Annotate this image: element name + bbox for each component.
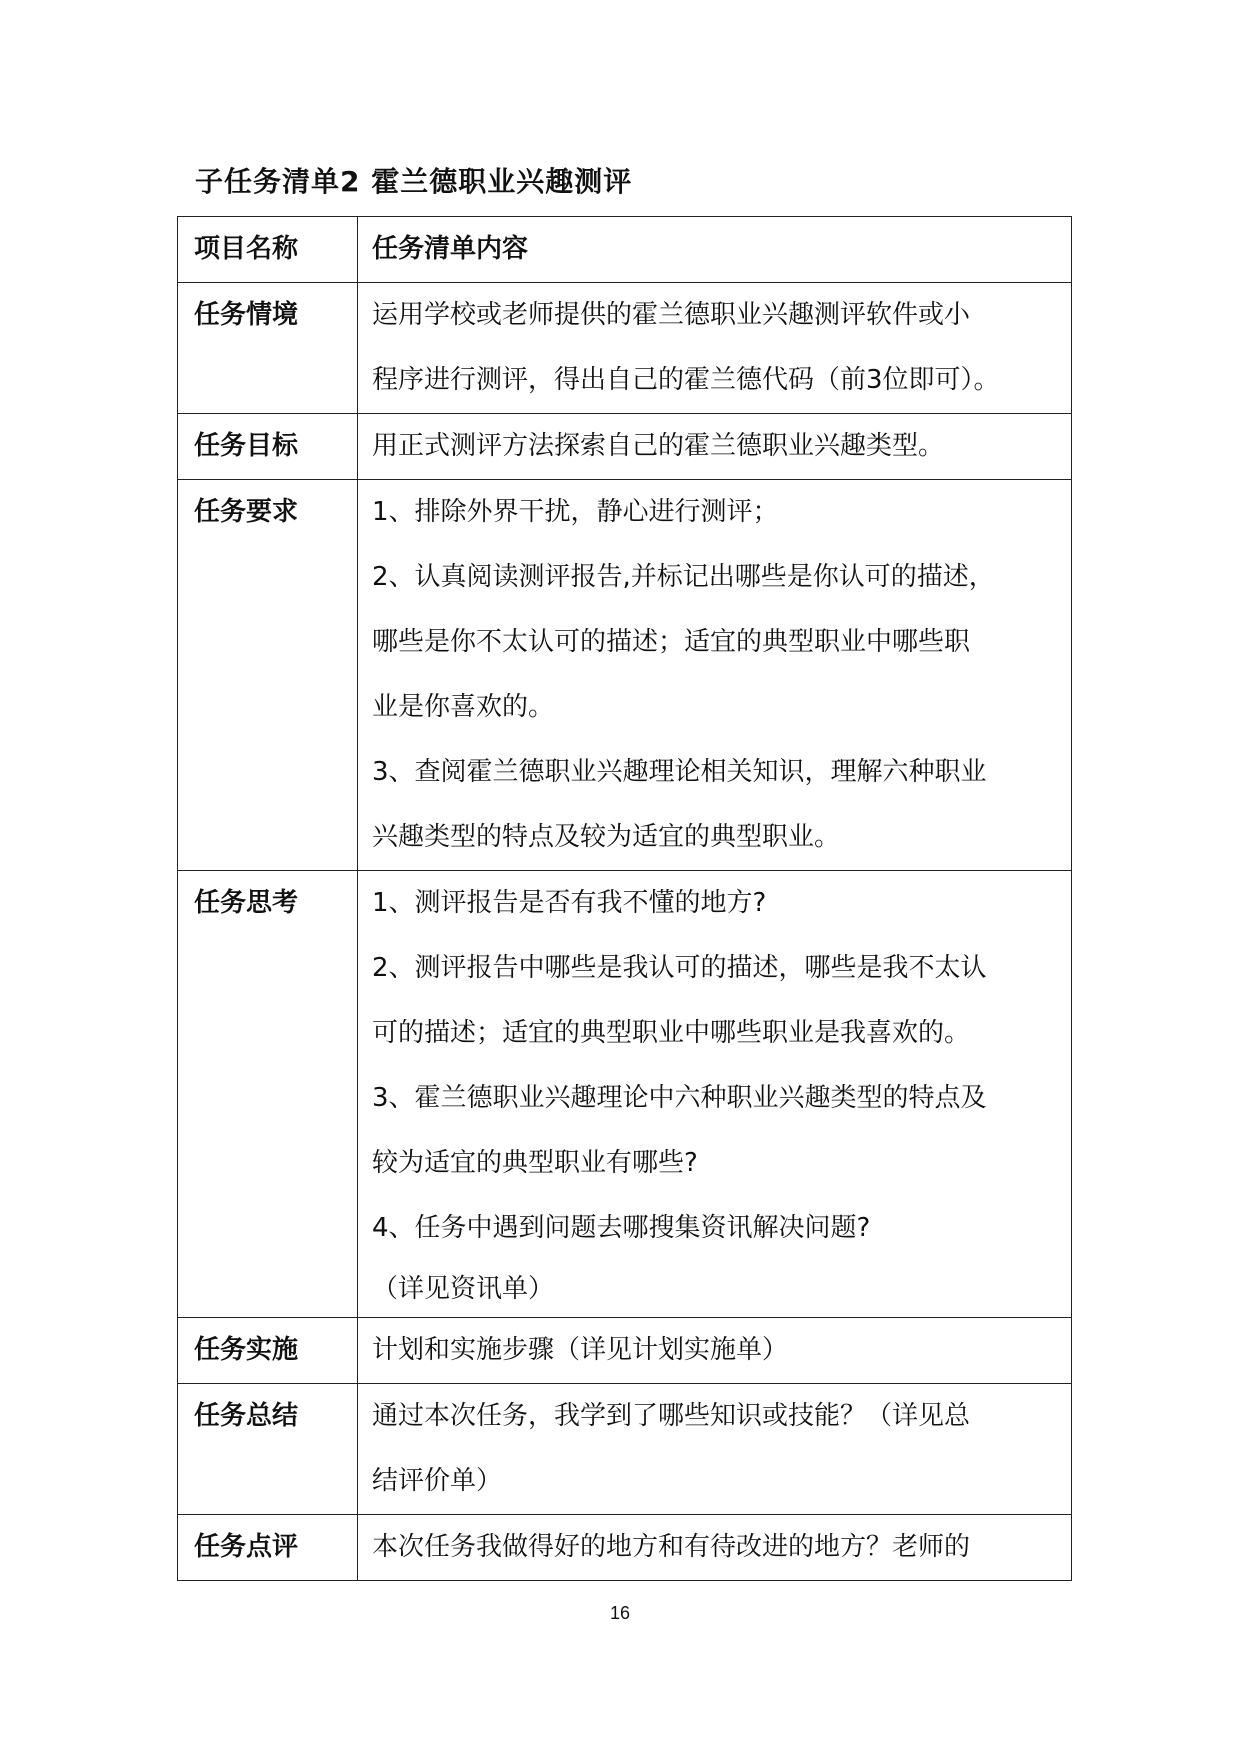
content-line: 运用学校或老师提供的霍兰德职业兴趣测评软件或小 [372, 300, 971, 330]
row-label-task-summary: 任务总结 [178, 1384, 358, 1515]
content-line: 哪些是你不太认可的描述；适宜的典型职业中哪些职 [372, 627, 971, 657]
page-title: 子任务清单2 霍兰德职业兴趣测评 [195, 165, 633, 198]
row-content-task-reflection [358, 871, 1072, 1318]
content-line: 1、排除外界干扰，静心进行测评； [372, 497, 779, 527]
row-label-task-implementation: 任务实施 [178, 1318, 358, 1384]
task-list-table [177, 216, 1072, 1581]
content-line: 较为适宜的典型职业有哪些? [372, 1148, 698, 1178]
content-line: 兴趣类型的特点及较为适宜的典型职业。 [372, 822, 841, 852]
content-line: （详见资讯单） [372, 1274, 555, 1304]
content-line: 结评价单） [372, 1466, 503, 1496]
row-content-task-goal [358, 414, 1072, 480]
row-content-task-context [358, 283, 1072, 414]
content-line: 程序进行测评，得出自己的霍兰德代码（前3位即可）。 [372, 365, 1000, 395]
row-label-task-context: 任务情境 [178, 283, 358, 414]
content-line: 通过本次任务，我学到了哪些知识或技能？（详见总 [372, 1401, 971, 1431]
content-line: 4、任务中遇到问题去哪搜集资讯解决问题? [372, 1213, 871, 1243]
table-row [178, 1384, 1072, 1515]
content-line: 2、认真阅读测评报告,并标记出哪些是你认可的描述， [372, 562, 995, 592]
content-line: 2、测评报告中哪些是我认可的描述，哪些是我不太认 [372, 953, 987, 983]
content-line: 3、查阅霍兰德职业兴趣理论相关知识，理解六种职业 [372, 757, 987, 787]
table-row [178, 283, 1072, 414]
content-line: 用正式测评方法探索自己的霍兰德职业兴趣类型。 [372, 431, 945, 461]
table-header-row [178, 217, 1072, 283]
row-content-task-implementation [358, 1318, 1072, 1384]
row-content-task-review [358, 1515, 1072, 1581]
row-content-task-summary [358, 1384, 1072, 1515]
content-line: 计划和实施步骤（详见计划实施单） [372, 1335, 789, 1365]
row-label-task-goal: 任务目标 [178, 414, 358, 480]
content-line: 业是你喜欢的。 [372, 692, 555, 722]
row-label-task-reflection: 任务思考 [178, 871, 358, 1318]
row-content-task-requirements [358, 480, 1072, 871]
content-line: 1、测评报告是否有我不懂的地方? [372, 888, 767, 918]
content-line: 可的描述；适宜的典型职业中哪些职业是我喜欢的。 [372, 1018, 971, 1048]
header-project-name: 项目名称 [178, 217, 358, 283]
table-row [178, 1318, 1072, 1384]
table-row [178, 1515, 1072, 1581]
table-row [178, 871, 1072, 1318]
content-line: 本次任务我做得好的地方和有待改进的地方？老师的 [372, 1532, 971, 1562]
row-label-task-review: 任务点评 [178, 1515, 358, 1581]
row-label-task-requirements: 任务要求 [178, 480, 358, 871]
header-task-content: 任务清单内容 [358, 217, 1072, 283]
content-line: 3、霍兰德职业兴趣理论中六种职业兴趣类型的特点及 [372, 1083, 987, 1113]
table-row [178, 480, 1072, 871]
table-row [178, 414, 1072, 480]
page-number: 16 [609, 1603, 631, 1623]
